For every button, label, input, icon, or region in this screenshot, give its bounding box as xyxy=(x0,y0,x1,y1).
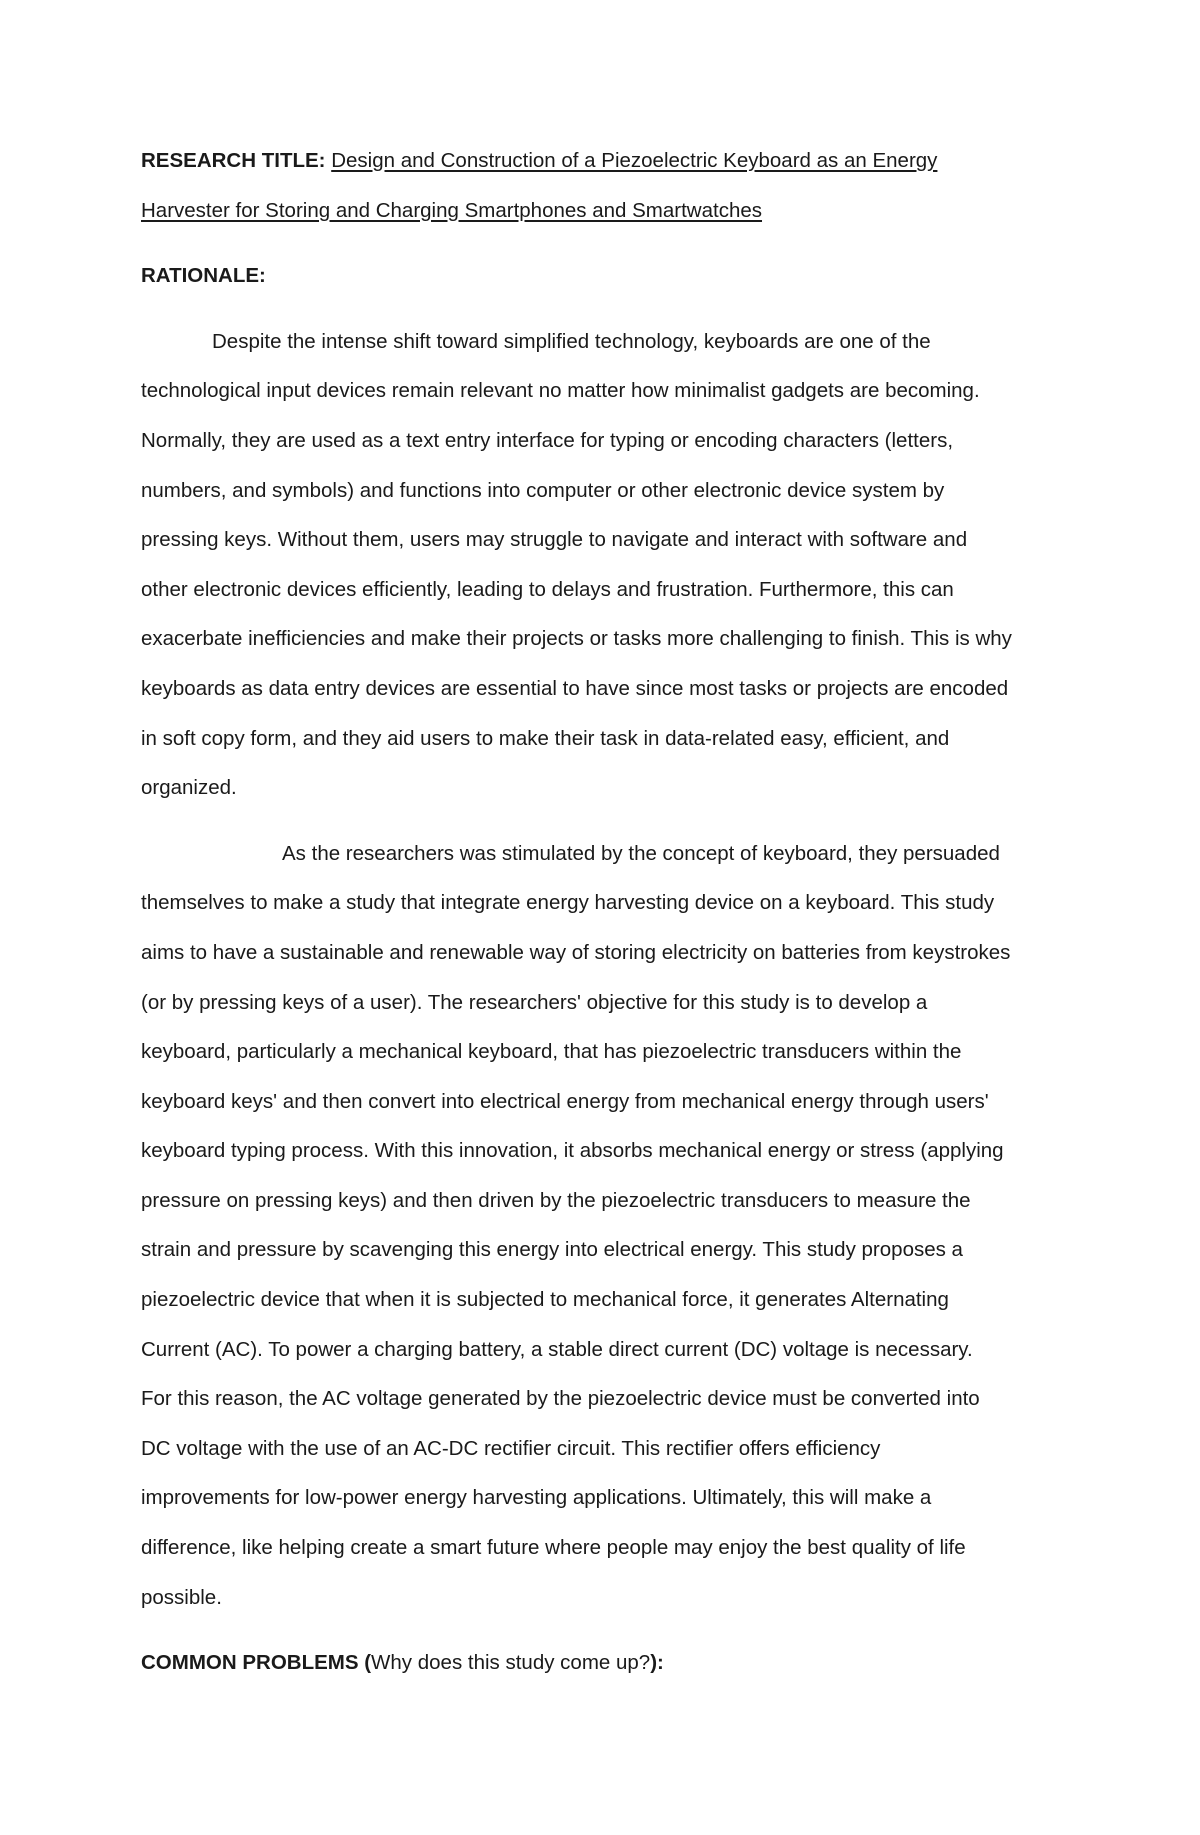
paragraph-1-line: Normally, they are used as a text entry interface for typing or encoding characters (letters, xyxy=(141,428,954,452)
common-problems-label: COMMON PROBLEMS ( xyxy=(141,1651,372,1675)
rationale-paragraph-1 xyxy=(141,317,1066,813)
research-title-label: RESEARCH TITLE: xyxy=(141,149,326,172)
document-body xyxy=(141,136,1066,1688)
paragraph-1-line: organized. xyxy=(141,776,237,800)
paragraph-1-line: Despite the intense shift toward simplified technology, keyboards are one of the xyxy=(212,329,931,353)
paragraph-2-line: DC voltage with the use of an AC-DC rectifier circuit. This rectifier offers efficiency xyxy=(141,1436,881,1460)
paragraph-2-line: As the researchers was stimulated by the concept of keyboard, they persuaded xyxy=(282,841,1000,865)
paragraph-1-line: keyboards as data entry devices are essential to have since most tasks or projects are encoded xyxy=(141,676,1009,700)
paragraph-2-line: keyboard, particularly a mechanical keyboard, that has piezoelectric transducers within the xyxy=(141,1040,962,1064)
paragraph-2-line: keyboard keys' and then convert into electrical energy from mechanical energy through users' xyxy=(141,1089,989,1113)
common-problems-heading xyxy=(141,1638,1066,1688)
paragraph-1-line: numbers, and symbols) and functions into computer or other electronic device system by xyxy=(141,478,945,502)
research-title-text-1: Design and Construction of a Piezoelectric Keyboard as an Energy xyxy=(331,149,938,172)
paragraph-2-line: possible. xyxy=(141,1585,222,1609)
rationale-heading: RATIONALE: xyxy=(141,264,266,288)
paragraph-1-line: other electronic devices efficiently, leading to delays and frustration. Furthermore, this can xyxy=(141,577,954,601)
paragraph-2-line: pressure on pressing keys) and then driven by the piezoelectric transducers to measure the xyxy=(141,1188,971,1212)
common-problems-question: Why does this study come up? xyxy=(371,1651,651,1675)
paragraph-2-line: aims to have a sustainable and renewable way of storing electricity on batteries from keystrokes xyxy=(141,940,1011,964)
paragraph-2-line: themselves to make a study that integrate energy harvesting device on a keyboard. This study xyxy=(141,891,995,915)
research-title-line-2 xyxy=(141,186,1066,236)
paragraph-1-line: exacerbate inefficiencies and make their projects or tasks more challenging to finish. This is why xyxy=(141,627,1012,651)
common-problems-close: ): xyxy=(650,1651,664,1675)
paragraph-2-line: difference, like helping create a smart future where people may enjoy the best quality of life xyxy=(141,1536,966,1560)
paragraph-2-line: For this reason, the AC voltage generated by the piezoelectric device must be converted into xyxy=(141,1387,980,1411)
paragraph-1-line: technological input devices remain relevant no matter how minimalist gadgets are becoming. xyxy=(141,379,980,403)
paragraph-2-line: Current (AC). To power a charging battery, a stable direct current (DC) voltage is necessary. xyxy=(141,1337,973,1361)
research-title-text-2: Harvester for Storing and Charging Smartphones and Smartwatches xyxy=(141,198,763,222)
rationale-paragraph-2 xyxy=(141,829,1066,1623)
paragraph-1-line: in soft copy form, and they aid users to make their task in data-related easy, efficient, and xyxy=(141,726,950,750)
paragraph-1-line: pressing keys. Without them, users may struggle to navigate and interact with software and xyxy=(141,528,968,552)
research-title-line-1 xyxy=(141,136,1066,186)
paragraph-2-line: (or by pressing keys of a user). The researchers' objective for this study is to develop a xyxy=(141,990,928,1014)
paragraph-2-line: strain and pressure by scavenging this energy into electrical energy. This study proposes a xyxy=(141,1238,963,1262)
paragraph-2-line: piezoelectric device that when it is subjected to mechanical force, it generates Alternating xyxy=(141,1288,949,1312)
paragraph-2-line: improvements for low-power energy harvesting applications. Ultimately, this will make a xyxy=(141,1486,932,1510)
paragraph-2-line: keyboard typing process. With this innovation, it absorbs mechanical energy or stress (applying xyxy=(141,1139,1004,1163)
